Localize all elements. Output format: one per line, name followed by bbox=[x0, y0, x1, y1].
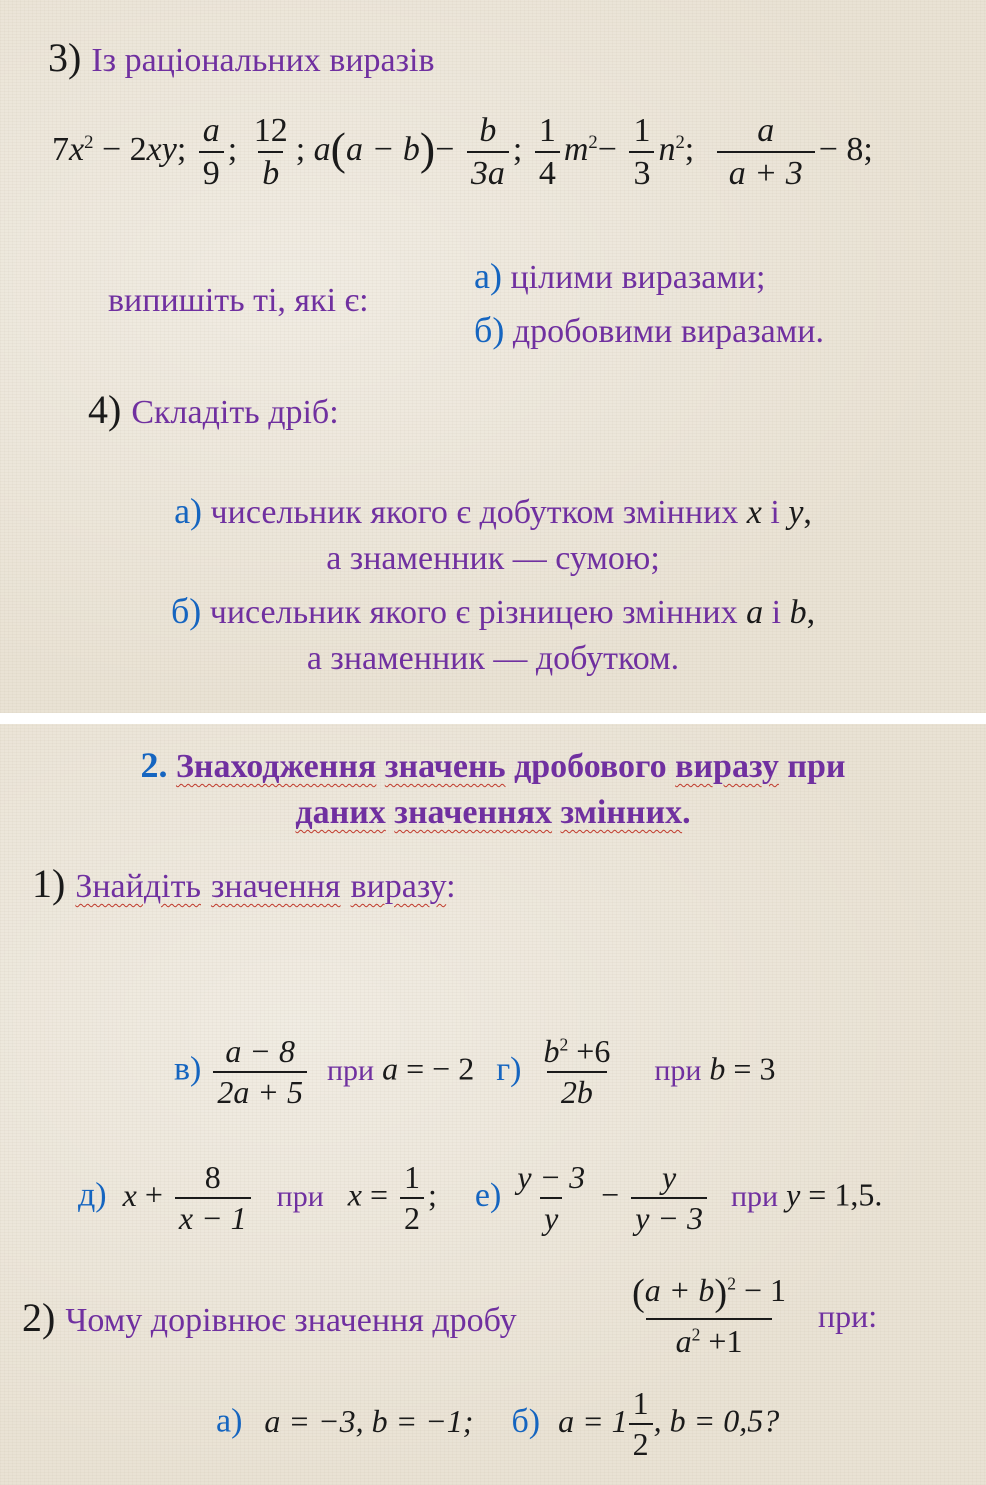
heading-word-4: виразу bbox=[675, 748, 779, 785]
frac4-den: 4 bbox=[535, 151, 560, 192]
task4-a-line1 bbox=[0, 490, 986, 532]
and-2: і bbox=[763, 594, 790, 631]
fraction-main: $\frac{(a + b)^2 - 1}{a^2 +1}$ bbox=[632, 1272, 787, 1360]
option-b-letter: б) bbox=[474, 310, 505, 350]
e-den2: y − 3 bbox=[631, 1197, 707, 1236]
frac2-num: 12 bbox=[253, 112, 288, 149]
d-num: 8 bbox=[204, 1159, 221, 1195]
task3-option-a bbox=[474, 255, 766, 297]
rational-expressions bbox=[52, 112, 873, 193]
fraction-d-val bbox=[400, 1160, 424, 1236]
var-y: y bbox=[788, 494, 804, 531]
task1-row-de bbox=[78, 1160, 882, 1236]
e-letter: е) bbox=[474, 1176, 502, 1214]
section-number: 2. bbox=[140, 745, 168, 785]
e-num2: y bbox=[661, 1159, 677, 1195]
fraction-d bbox=[175, 1160, 251, 1236]
task2-pry: при: bbox=[818, 1298, 878, 1334]
fraction-v bbox=[213, 1034, 307, 1110]
semi-3: ; bbox=[295, 131, 306, 169]
v-pry: при bbox=[326, 1053, 375, 1087]
frac5-num: 1 bbox=[633, 112, 651, 149]
task3-title bbox=[48, 34, 435, 81]
expr3-minus: − bbox=[435, 131, 455, 169]
fraction-one-half bbox=[629, 1386, 653, 1462]
expr3-a: a bbox=[313, 131, 331, 169]
slide-2 bbox=[0, 724, 986, 1485]
g-var: b bbox=[709, 1050, 726, 1087]
frac1-num: a bbox=[202, 112, 220, 149]
semi-1: ; bbox=[176, 131, 187, 169]
task2-b-pre: a = 1 bbox=[558, 1402, 628, 1439]
expr1-x: x bbox=[69, 131, 85, 169]
frac6-num: a bbox=[757, 112, 775, 149]
expr6-tail: − 8; bbox=[818, 131, 873, 169]
task4-a-text: чисельник якого є добутком змінних bbox=[210, 494, 747, 531]
task2-num-sup: 2 bbox=[727, 1273, 736, 1294]
heading-word-3: дробового bbox=[514, 748, 667, 785]
d-pry: при bbox=[276, 1179, 324, 1213]
task1-word-2: значення bbox=[210, 868, 341, 905]
option-a-text: цілими виразами; bbox=[510, 259, 766, 296]
v-var: a bbox=[382, 1050, 399, 1087]
task1-number: 1) bbox=[32, 861, 66, 906]
fraction-e1 bbox=[513, 1160, 589, 1236]
task4-b-letter: б) bbox=[170, 591, 202, 631]
fraction-g bbox=[533, 1034, 620, 1110]
d-plus: + bbox=[136, 1176, 163, 1213]
expr1-sup: 2 bbox=[84, 131, 94, 153]
e-den1: y bbox=[540, 1197, 562, 1236]
task4-a-letter: а) bbox=[174, 491, 203, 531]
task3-option-b bbox=[474, 309, 824, 351]
semi-2: ; bbox=[227, 131, 238, 169]
task2-den-rest: +1 bbox=[700, 1323, 743, 1360]
fraction-a-a3 bbox=[717, 112, 815, 193]
task2-b-fnum: 1 bbox=[632, 1385, 649, 1421]
g-den: 2b bbox=[560, 1074, 593, 1111]
frac3-den: 3a bbox=[467, 151, 509, 192]
task1-word-1: Знайдіть bbox=[75, 868, 201, 905]
expr4-minus: − bbox=[597, 131, 617, 169]
g-letter: г) bbox=[496, 1050, 522, 1088]
expr5-sup: 2 bbox=[675, 131, 685, 153]
d-den: x − 1 bbox=[175, 1197, 251, 1236]
d-x: x bbox=[122, 1176, 137, 1213]
d-letter: д) bbox=[78, 1176, 107, 1214]
comma-2: , bbox=[806, 594, 816, 631]
task2-b-post: , b = 0,5? bbox=[653, 1402, 780, 1439]
task1-colon: : bbox=[446, 868, 456, 905]
e-var: y bbox=[786, 1176, 801, 1213]
paren-open: ( bbox=[330, 123, 346, 175]
task2-values bbox=[216, 1386, 779, 1462]
task3-number: 3) bbox=[48, 35, 82, 80]
section-heading-line1 bbox=[0, 744, 986, 786]
task4-title bbox=[88, 386, 339, 433]
heading-word-5: при bbox=[787, 748, 846, 785]
expr1-rest: − 2 bbox=[93, 131, 147, 169]
v-letter: в) bbox=[174, 1050, 202, 1088]
g-num-rest: +6 bbox=[568, 1033, 611, 1069]
heading-word-6: даних bbox=[295, 794, 386, 831]
frac3-num: b bbox=[479, 112, 497, 149]
task1-title bbox=[32, 860, 456, 907]
expr4-m: m bbox=[563, 131, 589, 169]
v-val: = − 2 bbox=[398, 1050, 475, 1087]
fraction-b-3a bbox=[467, 112, 509, 193]
d-fden: 2 bbox=[400, 1197, 424, 1236]
fraction-1-3 bbox=[629, 112, 654, 193]
frac2-den: b bbox=[258, 151, 283, 192]
g-num-b: b bbox=[543, 1033, 560, 1069]
g-val: = 3 bbox=[725, 1050, 776, 1087]
task2-num-rest: − 1 bbox=[735, 1272, 787, 1308]
e-val: = 1,5. bbox=[800, 1176, 883, 1213]
paren-close: ) bbox=[419, 123, 436, 175]
option-b-text: дробовими виразами. bbox=[512, 313, 824, 350]
heading-word-1: Знаходження bbox=[175, 748, 377, 785]
task1-word-3: виразу bbox=[350, 868, 447, 905]
task2-number: 2) bbox=[22, 1295, 56, 1340]
fraction-12-b bbox=[250, 112, 292, 193]
task1-row-vg bbox=[174, 1034, 775, 1110]
section-heading-line2 bbox=[0, 794, 986, 832]
frac5-den: 3 bbox=[629, 151, 654, 192]
v-num: a − 8 bbox=[225, 1033, 295, 1069]
frac6-den: a + 3 bbox=[717, 151, 815, 192]
semi-4: ; bbox=[512, 131, 523, 169]
heading-word-8: змінних bbox=[560, 794, 683, 831]
heading-dot: . bbox=[682, 794, 691, 831]
fraction-1-4 bbox=[535, 112, 560, 193]
heading-word-7: значеннях bbox=[394, 794, 553, 831]
comma-1: , bbox=[803, 494, 812, 531]
task2-num-inner: a + b bbox=[644, 1272, 715, 1308]
var-b: b bbox=[789, 594, 807, 631]
fraction-e2 bbox=[631, 1160, 707, 1236]
task2-a-letter: а) bbox=[216, 1402, 243, 1440]
option-a-letter: а) bbox=[474, 256, 502, 296]
expr5-n: n bbox=[658, 131, 676, 169]
task2-den-a: a bbox=[675, 1323, 692, 1360]
g-num-sup: 2 bbox=[559, 1034, 569, 1055]
task4-number: 4) bbox=[88, 387, 122, 432]
fraction-a-9 bbox=[199, 112, 224, 193]
heading-word-2: значень bbox=[384, 748, 506, 785]
expr3-inner: a − b bbox=[345, 131, 420, 169]
e-pry: при bbox=[730, 1179, 779, 1213]
task3-text: Із раціональних виразів bbox=[91, 42, 435, 79]
d-fnum: 1 bbox=[404, 1159, 421, 1195]
e-num1: y − 3 bbox=[517, 1159, 586, 1195]
expr1-xy: xy bbox=[146, 131, 177, 169]
var-x: x bbox=[746, 494, 762, 531]
task4-text: Складіть дріб: bbox=[131, 394, 339, 431]
frac1-den: 9 bbox=[199, 151, 224, 192]
task2-title bbox=[22, 1294, 517, 1341]
task4-a-line2: а знаменник — сумою; bbox=[326, 540, 660, 577]
task2-fraction bbox=[622, 1272, 796, 1359]
e-minus: − bbox=[601, 1176, 620, 1213]
frac4-num: 1 bbox=[538, 112, 556, 149]
d-var: x bbox=[347, 1176, 362, 1213]
slide-1 bbox=[0, 0, 986, 713]
task2-a-vals: a = −3, b = −1; bbox=[264, 1402, 474, 1439]
semi-5: ; bbox=[684, 131, 695, 169]
d-eq: = bbox=[361, 1176, 389, 1213]
g-pry: при bbox=[654, 1053, 702, 1087]
var-a: a bbox=[746, 594, 764, 631]
expr1-coef: 7 bbox=[52, 131, 69, 169]
task2-b-fden: 2 bbox=[629, 1423, 653, 1462]
task2-den-sup: 2 bbox=[691, 1324, 701, 1345]
task4-b-line2: а знаменник — добутком. bbox=[306, 640, 680, 677]
task2-text: Чому дорівнює значення дробу bbox=[65, 1302, 517, 1339]
d-semi: ; bbox=[428, 1176, 437, 1213]
task4-b-line1 bbox=[0, 590, 986, 632]
v-den: 2a + 5 bbox=[213, 1071, 307, 1110]
task2-b-letter: б) bbox=[511, 1402, 541, 1440]
task4-b-text: чисельник якого є різницею змінних bbox=[209, 594, 747, 631]
task3-prompt: випишіть ті, які є: bbox=[108, 282, 369, 319]
expr4-sup: 2 bbox=[588, 131, 598, 153]
and-1: і bbox=[761, 494, 789, 531]
